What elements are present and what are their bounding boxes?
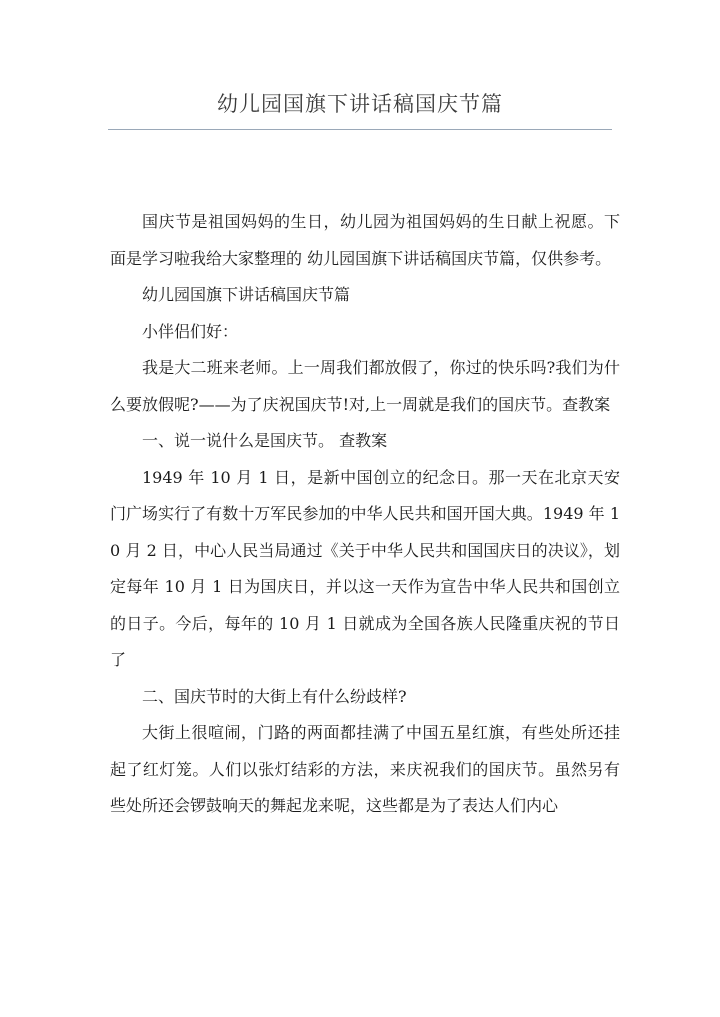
document-title: 幼儿园国旗下讲话稿国庆节篇 (217, 92, 503, 116)
paragraph-street: 大街上很喧闹，门路的两面都挂满了中国五星红旗，有些处所还挂起了红灯笼。人们以张灯结彩的方法，来庆祝我们的国庆节。虽然另有些处所还会锣鼓响天的舞起龙来呢，这些都是为了表达人们内心 (110, 723, 620, 815)
paragraph-history: 1949 年 10 月 1 日，是新中国创立的纪念日。那一天在北京天安门广场实行了有数十万军民参加的中华人民共和国开国大典。1949 年 10 月 2 日，中心人民当局通过《关于中华人民共和国国庆日的决议》，划定每年 10 月 1 日为国庆日，并以这一天作为宣告中华人民共和国创立的日子。今后，每年的 10 月 1 日就成为全国各族人民隆重庆祝的节日了 (110, 467, 620, 669)
paragraph-intro: 国庆节是祖国妈妈的生日，幼儿园为祖国妈妈的生日献上祝愿。下面是学习啦我给大家整理的 幼儿园国旗下讲话稿国庆节篇，仅供参考。 (110, 212, 620, 268)
document-body (110, 204, 620, 825)
paragraph-greeting: 小伴侣们好： (142, 321, 239, 341)
section-heading-2: 二、国庆节时的大街上有什么纷歧样? (142, 686, 407, 706)
paragraph-self-intro: 我是大二班来老师。上一周我们都放假了，你过的快乐吗?我们为什么要放假呢?——为了庆祝国庆节!对,上一周就是我们的国庆节。查教案 (110, 358, 620, 414)
paragraph-heading: 幼儿园国旗下讲话稿国庆节篇 (142, 285, 351, 304)
section-heading-1: 一、说一说什么是国庆节。 查教案 (142, 431, 388, 450)
title-divider (108, 129, 612, 130)
